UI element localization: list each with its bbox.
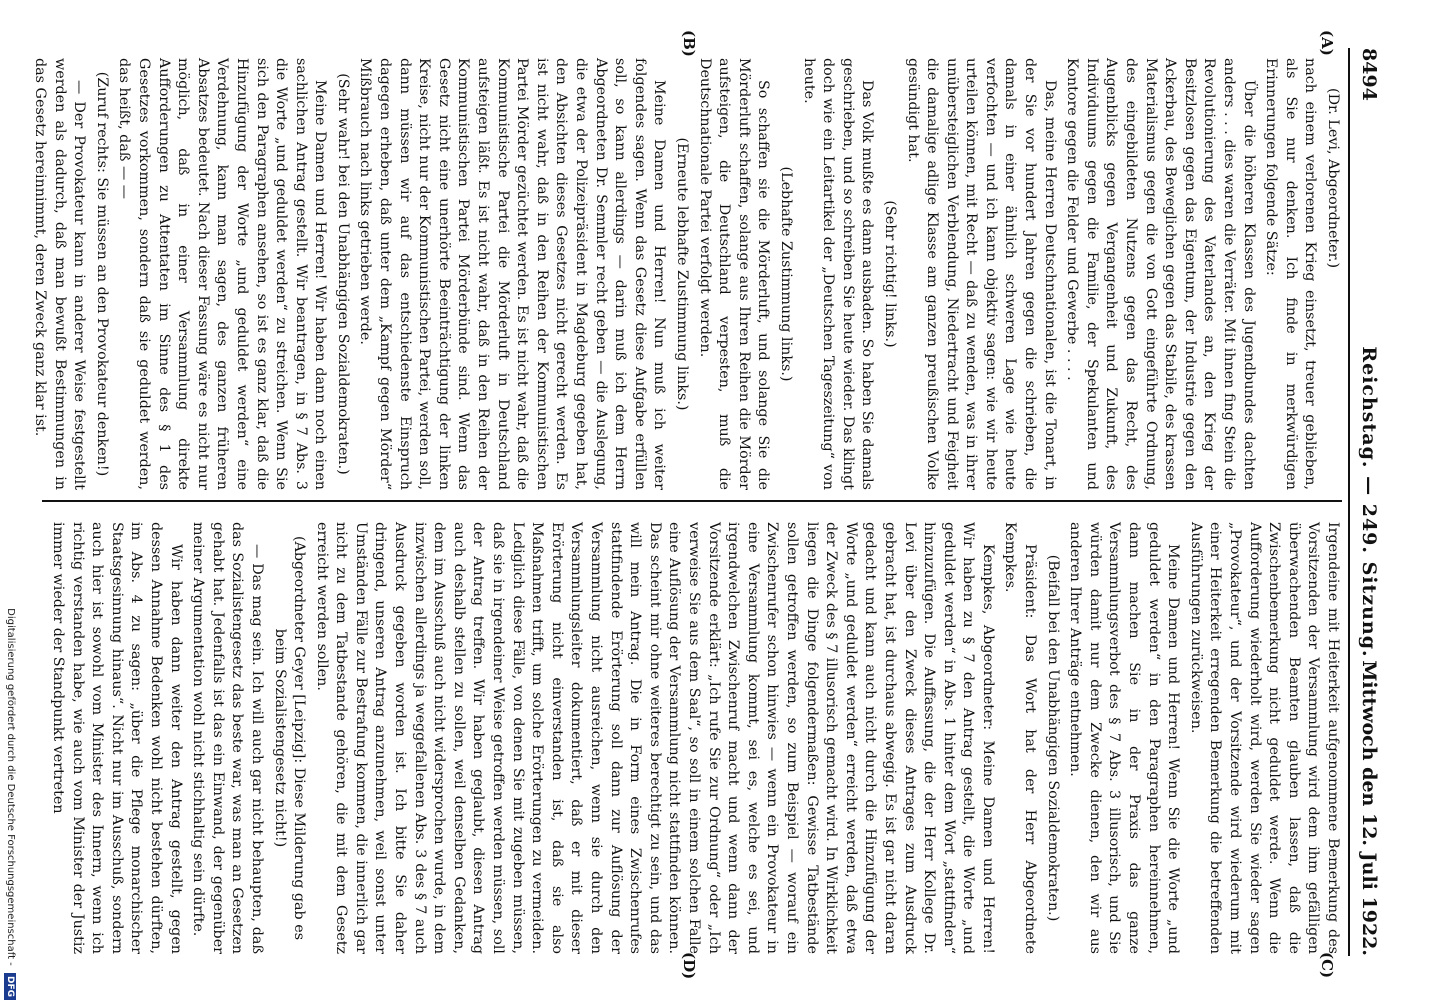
interjection: (Erneute lebhafte Zustimmung links.) [674,137,690,411]
right-column [42,522,1342,954]
speaker-line: (Dr. Levi, Abgeordneter.) [1325,88,1341,269]
margin-mark-c: (C) [1318,952,1336,979]
paragraph: Irgendeine mit Heiterkeit aufgenommene Bemerkung des Vorsitzenden der Versammlung wird dem ihm gefälligen überwachenden Beamten glauben lassen, daß die Zwischenbemerkung nicht geduldet werde. Wenn die Aufforderung wiederholt wird, werden Sie wieder sagen „Provokateur“, und der Vorsitzende wird wiederum mit einer Heiterkeit erregenden Bemerkung die betreffenden Ausführungen zurückweisen. [1187,522,1341,954]
interjection: (Zuruf rechts: Sie müssen an den Provokateur denken!) [93,71,110,477]
page-number: 8494 [1358,48,1380,101]
interjection: (Sehr richtig! links.) [881,200,898,348]
margin-mark-a: (A) [1318,30,1336,56]
interjection: (Beifall bei den Unabhängigen Sozialdemokraten.) [1044,554,1061,922]
footer-text: Digitalisierung gefördert durch die Deutsche Forschungsgemeinschaft - [5,608,16,966]
margin-mark-d: (D) [680,952,698,980]
header-title: Reichstag. — 249. Sitzung. [1358,346,1380,658]
paragraph: — Der Provokateur kann in anderer Weise festgestellt werden als dadurch, daß man bewußt Bestimmungen in das Gesetz hereinnimmt, deren Zweck ganz klar ist. [32,58,88,490]
paragraph: Meine Damen und Herren! Nun muß ich weiter folgendes sagen. Wenn das Gesetz diese Aufgabe erfüllen soll, so kann allerdings — darin muß ich dem Herrn Abgeordneten Dr. Semmler recht geben — die Auslegung, die etwa der Polizeipräsident in Magdeburg gegeben hat, den Absichten dieses Gesetzes nicht gerecht werden. Es ist nicht wahr, daß in den Reihen der Kommunistischen Partei Mörder gezüchtet werden. Es ist nicht wahr, daß die Kommunistische Partei die Mörderluft in Deutschland aufsteigen läßt. Es ist nicht wahr, daß in den Reihen der Kommunistischen Partei Mörderbünde sind. Wenn das Gesetz nicht eine unerhörte Beeinträchtigung der linken Kreise, nicht nur der Kommunistischen Partei, werden soll, dann müssen wir auf das entschiedenste Einspruch dagegen erheben, daß unter dem „Kampf gegen Mörder“ Mißbrauch nach links getrieben werde. [357,58,668,490]
paragraph: — Das mag sein. Ich will auch gar nicht behaupten, daß das Sozialistengesetz das beste war, was man an Gesetzen gehabt hat. Jedenfalls ist das ein Einwand, der gegenüber meiner Argumentation wohl nicht stichhaltig sein dürfte. [190,522,265,954]
president-line: Präsident: Das Wort hat der Herr Abgeordnete Kempkes. [1002,522,1039,954]
paragraph: Das Volk mußte es dann ausbaden. So haben Sie damals geschrieben, und so schreiben Sie heute wieder. Das klingt doch wie ein Leitartikel der „Deutschen Tageszeitung“ von heute. [800,58,876,490]
column-divider [42,500,1342,502]
left-column [32,58,1342,490]
paragraph: Wir haben dann weiter den Antrag gestellt, gegen dessen Annahme Bedenken wohl nicht bestehen dürften, im Abs. 4 zu sagen: „über die Pflege monarchischer Staatsgesinnung hinaus“. Nicht nur im Ausschuß, sondern auch hier ist sowohl vom Minister des Innern, wenn ich richtig verstanden habe, wie auch vom Minister der Justiz immer wieder der Standpunkt vertreten [50,522,184,954]
paragraph: nach einem verlorenen Krieg einsetzt, treuer geblieben, als Sie nur denken. Ich finde in merkwürdigen Erinnerungen folgende Sätze: [1263,58,1319,490]
speech-kempkes: Kempkes, Abgeordneter: Meine Damen und Herren! Wir haben zu § 7 den Antrag gestellt, die Worte „und geduldet werden“ in Abs. 1 hinter dem Wort „stattfinden“ hinzuzufügen. Die Auffassung, die der Herr Kollege Dr. Levi über den Zweck dieses Antrages zum Ausdruck gebracht hat, ist durchaus abwegig. Es ist gar nicht daran gedacht und kann auch nicht durch die Hinzufügung der Worte „und geduldet werden“ erreicht werden, daß etwa der Zweck des § 7 illusorisch gemacht wird. In Wirklichkeit liegen die Dinge folgendermaßen: Gewisse Tatbestände sollen getroffen werden, so zum Beispiel — worauf ein Zwischenrufer schon hinwies — wenn ein Provokateur in eine Versammlung kommt, sei es, welche es sei, und irgendwelchen Zwischenruf macht und wenn dann der Vorsitzende erklärt: „Ich rufe Sie zur Ordnung“ oder „Ich verweise Sie aus dem Saal“, so soll in einem solchen Falle eine Auflösung der Versammlung nicht stattfinden können. Das scheint mir ohne weiteres berechtigt zu sein, und das will mein Antrag. Die in Form eines Zwischenrufes stattfindende Erörterung soll dann zur Auflösung der Versammlung nicht ausreichen, wenn sie durch den Versammlungsleiter dokumentiert, daß er mit dieser Erörterung nicht einverstanden ist, daß sie also Maßnahmen trifft, um solche Erörterungen zu vermeiden. Lediglich diese Fälle, von denen Sie mit zugeben müssen, daß sie in irgendeiner Weise getroffen werden müssen, soll der Antrag treffen. Wir haben geglaubt, diesen Antrag auch deshalb stellen zu sollen, weil denselben Gedanken, dem im Ausschuß auch nicht widersprochen wurde, in dem inzwischen allerdings ja weggefallenen Abs. 3 des § 7 auch Ausdruck gegeben worden ist. Ich bitte Sie daher dringend, unseren Antrag anzunehmen, weil sonst unter Umständen Fälle zur Bestrafung kommen, die innerlich gar nicht zu dem Tatbestande gehören, die mit dem Gesetz erreicht werden sollen. [313,522,996,954]
paragraph: Meine Damen und Herren! Wir haben dann noch einen sachlichen Antrag gestellt. Wir beantragen, in § 7 Abs. 3 die Worte „und geduldet werden“ zu streichen. Wenn Sie sich den Paragraphen ansehen, so ist es ganz klar, daß die Hinzufügung der Worte „und geduldet werden“ eine Verdehnung, kann man sagen, des ganzen früheren Absatzes bedeutet. Nach dieser Fassung wäre es nicht nur möglich, daß in einer Versammlung direkte Aufforderungen zu Attentaten im Sinne des § 1 des Gesetzes vorkommen, sondern daß sie geduldet werden, das heißt, daß — — [116,58,329,490]
quotation: Über die höheren Klassen des Jugendbundes dachten anders . . . dies waren die Verräter. Mit ihnen fing Stein die Revolutionierung des Vaterlandes an, den Krieg der Besitzlosen gegen das Eigentum, der Industrie gegen den Ackerbau, des Beweglichen gegen das Stabile, des krassen Materialismus gegen die von Gott eingeführte Ordnung, des eingebildeten Nutzens gegen das Recht, des Augenblicks gegen Vergangenheit und Zukunft, des Individuums gegen die Familie, der Spekulanten und Kontore gegen die Felder und Gewerbe . . . . [1064,58,1257,490]
paragraph: Das, meine Herren Deutschnationalen, ist die Tonart, in der Sie vor hundert Jahren gegen die schrieben, die damals in einer ähnlich schweren Lage wie heute verfochten — und ich kann objektiv sagen: wie wir heute urteilen können, mit Recht — daß zu wenden, was in ihrer unübersteiglichen Verblendung, Niedertracht und Feigheit die damalige adlige Klasse am ganzen preußischen Volke gesündigt hat. [904,58,1058,490]
margin-mark-b: (B) [680,30,698,57]
interjection: (Sehr wahr! bei den Unabhängigen Sozialdemokraten.) [334,73,351,475]
interjection: (Lebhafte Zustimmung links.) [777,166,794,382]
paragraph: So schaffen sie die Mörderluft, und solange Sie die Mörderluft schaffen, solange aus Ihren Reihen die Mörder aufsteigen, die Deutschland verpesten, muß die Deutschnationale Partei verfolgt werden. [696,58,772,490]
header-date: Mittwoch den 12. Juli 1922. [1358,660,1380,956]
paragraph: Meine Damen und Herren! Wenn Sie die Worte „und geduldet werden“ in den Paragraphen hereinnehmen, dann machen Sie in der Praxis das ganze Versammlungsverbot des § 7 Abs. 3 illusorisch, und Sie würden damit nur dem Zwecke dienen, den wir aus anderen Ihrer Anträge entnehmen. [1067,522,1182,954]
dfg-logo: DFG [4,973,16,1000]
interjection: (Abgeordneter Geyer [Leipzig]: Diese Milderung gab es beim Sozialistengesetz nicht!) [271,535,308,941]
digitization-footer [2,0,16,1000]
page-header [1348,48,1384,956]
